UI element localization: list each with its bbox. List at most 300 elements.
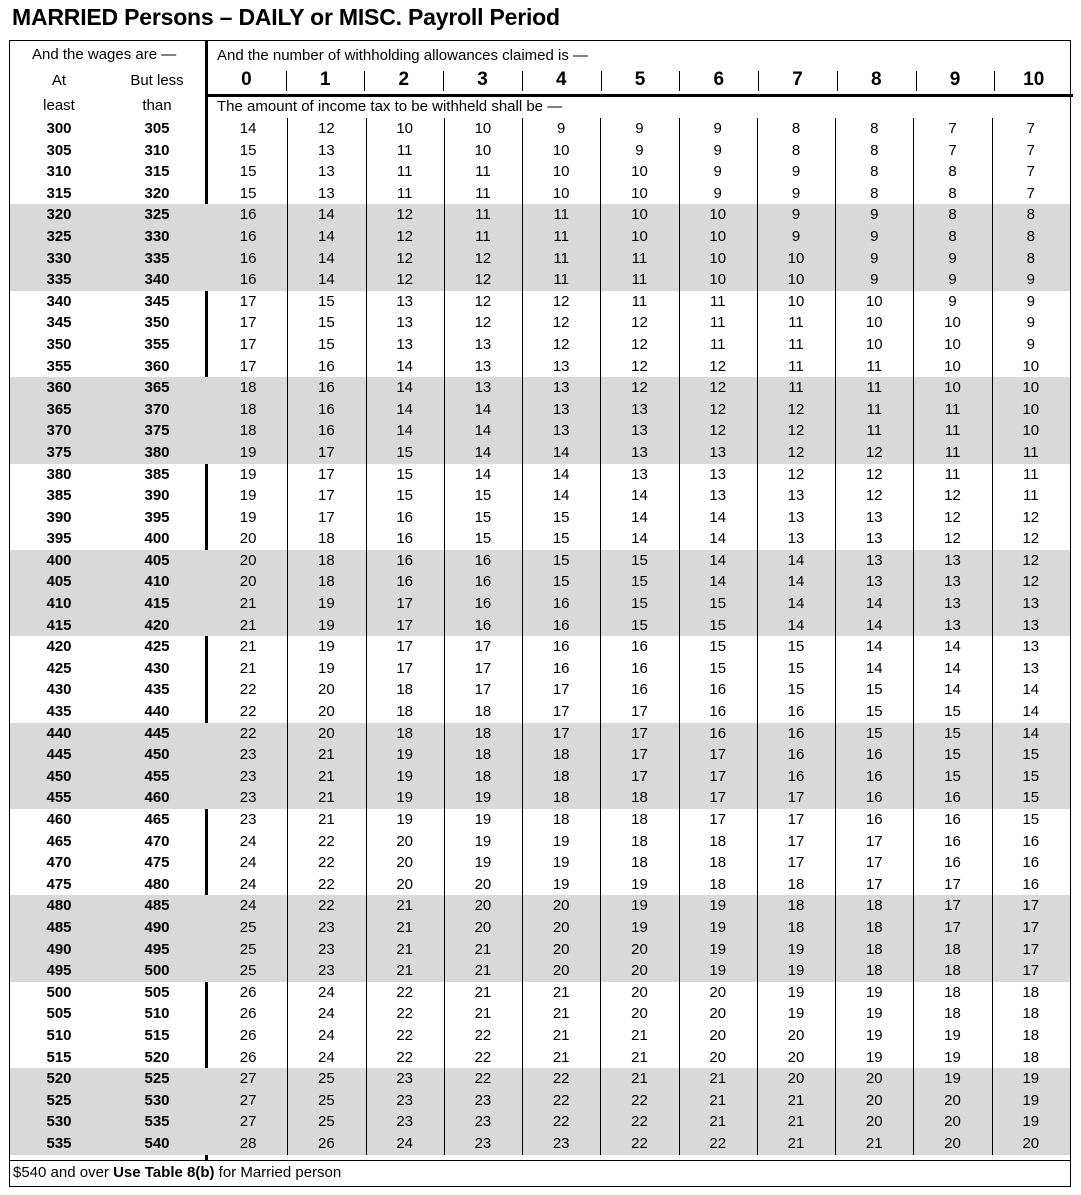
tax-amount: 9 [757, 183, 835, 205]
tax-amount: 26 [239, 1005, 257, 1023]
tax-amount: 13 [522, 356, 600, 378]
tax-amount: 16 [835, 787, 913, 809]
tax-amount: 22 [679, 1133, 757, 1155]
tax-amount: 11 [835, 399, 913, 421]
tax-amount: 14 [679, 550, 757, 572]
tax-amount: 15 [444, 528, 522, 550]
tax-amount: 11 [679, 291, 757, 313]
tax-amount: 16 [835, 766, 913, 788]
tax-amount: 22 [366, 1003, 444, 1025]
tax-amount: 15 [239, 163, 257, 181]
tax-amount: 18 [835, 895, 913, 917]
tax-amount: 17 [287, 507, 365, 529]
tax-amount: 11 [679, 334, 757, 356]
tax-amount: 19 [239, 443, 257, 461]
tax-amount: 12 [679, 377, 757, 399]
wage-but-less-than: 470 [144, 832, 170, 850]
table-row [10, 744, 1070, 766]
tax-amount: 21 [366, 895, 444, 917]
tax-amount: 13 [522, 420, 600, 442]
tax-amount: 13 [522, 399, 600, 421]
tax-amount: 21 [757, 1111, 835, 1133]
allowance-column-header: 2 [364, 68, 443, 92]
tax-amount: 17 [239, 357, 257, 375]
tax-amount: 17 [444, 658, 522, 680]
tax-amount: 15 [913, 744, 991, 766]
wage-at-least: 390 [46, 508, 72, 526]
tax-amount: 14 [522, 464, 600, 486]
tax-amount: 11 [444, 226, 522, 248]
tax-amount: 7 [992, 118, 1070, 140]
tax-amount: 18 [366, 701, 444, 723]
tax-amount: 18 [239, 379, 257, 397]
tax-amount: 16 [992, 852, 1070, 874]
tax-amount: 23 [239, 767, 257, 785]
tax-amount: 22 [522, 1068, 600, 1090]
table-row [10, 248, 1070, 270]
tax-amount: 9 [913, 248, 991, 270]
tax-amount: 12 [444, 291, 522, 313]
tax-amount: 22 [239, 724, 257, 742]
tax-amount: 20 [444, 917, 522, 939]
tax-amount: 21 [600, 1068, 678, 1090]
tax-amount: 21 [287, 809, 365, 831]
tax-amount: 13 [913, 571, 991, 593]
tax-amount: 9 [757, 226, 835, 248]
tax-amount: 18 [835, 917, 913, 939]
tax-amount: 11 [913, 442, 991, 464]
tax-amount: 21 [522, 1025, 600, 1047]
tax-amount: 8 [835, 118, 913, 140]
tax-amount: 21 [600, 1047, 678, 1069]
tax-amount: 8 [835, 140, 913, 162]
wage-but-less-than: 435 [144, 681, 170, 699]
tax-amount: 15 [239, 141, 257, 159]
table-row [10, 701, 1070, 723]
tax-amount: 16 [913, 787, 991, 809]
table-row [10, 528, 1070, 550]
wage-at-least: 305 [46, 141, 72, 159]
wage-but-less-than: 410 [144, 573, 170, 591]
tax-amount: 9 [679, 161, 757, 183]
wage-at-least: 300 [46, 120, 72, 137]
tax-amount: 20 [444, 895, 522, 917]
tax-amount: 17 [444, 636, 522, 658]
tax-amount: 21 [444, 982, 522, 1004]
tax-amount: 17 [287, 464, 365, 486]
tax-amount: 18 [600, 787, 678, 809]
tax-amount: 20 [239, 551, 257, 569]
tax-amount: 10 [522, 161, 600, 183]
tax-amount: 18 [287, 528, 365, 550]
tax-amount: 19 [679, 895, 757, 917]
tax-amount: 18 [913, 1003, 991, 1025]
tax-amount: 16 [366, 507, 444, 529]
table-row [10, 442, 1070, 464]
tax-amount: 16 [992, 831, 1070, 853]
tax-amount: 13 [366, 291, 444, 313]
tax-amount: 21 [287, 766, 365, 788]
tax-amount: 20 [287, 723, 365, 745]
wage-but-less-than: 460 [144, 789, 170, 807]
tax-amount: 11 [366, 140, 444, 162]
tax-amount: 10 [757, 291, 835, 313]
tax-amount: 25 [287, 1090, 365, 1112]
tax-amount: 18 [913, 960, 991, 982]
tax-amount: 21 [366, 960, 444, 982]
wage-at-least: 340 [46, 292, 72, 310]
tax-amount: 15 [600, 593, 678, 615]
tax-amount: 12 [757, 399, 835, 421]
tax-amount: 9 [679, 183, 757, 205]
tax-amount: 15 [287, 291, 365, 313]
tax-amount: 14 [992, 679, 1070, 701]
tax-amount: 11 [679, 312, 757, 334]
tax-amount: 15 [992, 766, 1070, 788]
tax-amount: 10 [600, 226, 678, 248]
tax-amount: 18 [992, 1025, 1070, 1047]
tax-amount: 10 [992, 377, 1070, 399]
tax-amount: 10 [992, 420, 1070, 442]
tax-amount: 19 [835, 982, 913, 1004]
tax-amount: 22 [366, 1047, 444, 1069]
tax-amount: 8 [757, 140, 835, 162]
tax-amount: 14 [522, 485, 600, 507]
wage-at-least: 335 [46, 271, 72, 289]
wage-at-least: 510 [46, 1026, 72, 1044]
tax-amount: 12 [366, 226, 444, 248]
tax-amount: 16 [600, 679, 678, 701]
tax-amount: 12 [444, 248, 522, 270]
tax-amount: 13 [992, 593, 1070, 615]
tax-amount: 17 [366, 658, 444, 680]
tax-amount: 14 [239, 120, 257, 137]
tax-amount: 19 [444, 787, 522, 809]
tax-amount: 18 [992, 982, 1070, 1004]
tax-amount: 9 [679, 140, 757, 162]
tax-amount: 14 [600, 528, 678, 550]
tax-amount: 10 [913, 377, 991, 399]
wage-at-least: 415 [46, 616, 72, 634]
tax-amount: 12 [992, 528, 1070, 550]
wage-at-least: 405 [46, 573, 72, 591]
tax-amount: 21 [757, 1090, 835, 1112]
tax-amount: 11 [757, 334, 835, 356]
table-row [10, 982, 1070, 1004]
tax-amount: 20 [679, 1003, 757, 1025]
wage-but-less-than: 390 [144, 487, 170, 505]
tax-amount: 18 [444, 701, 522, 723]
tax-amount: 26 [239, 1026, 257, 1044]
tax-amount: 9 [835, 204, 913, 226]
tax-amount: 22 [522, 1111, 600, 1133]
tax-amount: 15 [287, 312, 365, 334]
tax-amount: 11 [444, 204, 522, 226]
tax-amount: 13 [835, 507, 913, 529]
allowance-column-header: 7 [758, 68, 837, 92]
tax-amount: 20 [522, 960, 600, 982]
tax-amount: 19 [835, 1025, 913, 1047]
tax-amount: 20 [522, 917, 600, 939]
tax-amount: 16 [757, 701, 835, 723]
tax-amount: 17 [679, 766, 757, 788]
tax-amount: 19 [287, 658, 365, 680]
tax-amount: 19 [239, 487, 257, 505]
table-row [10, 1025, 1070, 1047]
tax-amount: 16 [366, 528, 444, 550]
tax-amount: 14 [287, 269, 365, 291]
tax-amount: 12 [600, 356, 678, 378]
wage-at-least: 530 [46, 1113, 72, 1131]
tax-amount: 21 [835, 1133, 913, 1155]
wage-but-less-than: 445 [144, 724, 170, 742]
tax-amount: 20 [757, 1025, 835, 1047]
tax-amount: 8 [757, 118, 835, 140]
tax-amount: 13 [600, 442, 678, 464]
tax-amount: 17 [757, 809, 835, 831]
wage-at-least: 365 [46, 400, 72, 418]
tax-amount: 12 [992, 571, 1070, 593]
tax-amount: 19 [522, 874, 600, 896]
tax-amount: 20 [913, 1090, 991, 1112]
wage-at-least: 520 [46, 1070, 72, 1088]
table-row [10, 636, 1070, 658]
tax-amount: 15 [444, 507, 522, 529]
tax-amount: 18 [992, 1047, 1070, 1069]
tax-amount: 10 [679, 204, 757, 226]
tax-amount: 12 [444, 269, 522, 291]
tax-amount: 20 [679, 1047, 757, 1069]
wage-at-least: 465 [46, 832, 72, 850]
tax-amount: 13 [444, 377, 522, 399]
table-row [10, 420, 1070, 442]
tax-amount: 10 [600, 204, 678, 226]
tax-amount: 15 [835, 701, 913, 723]
allowance-column-header: 5 [601, 68, 680, 92]
table-row [10, 118, 1070, 140]
wage-but-less-than: 385 [144, 465, 170, 483]
tax-amount: 11 [757, 312, 835, 334]
tax-amount: 24 [287, 982, 365, 1004]
wage-at-least: 395 [46, 530, 72, 548]
tax-amount: 19 [239, 508, 257, 526]
tax-amount: 18 [757, 895, 835, 917]
tax-amount: 21 [366, 917, 444, 939]
tax-amount: 16 [522, 636, 600, 658]
tax-amount: 15 [600, 571, 678, 593]
tax-amount: 7 [913, 140, 991, 162]
tax-amount: 14 [444, 399, 522, 421]
tax-amount: 12 [366, 248, 444, 270]
tax-amount: 17 [757, 787, 835, 809]
tax-amount: 19 [757, 1003, 835, 1025]
tax-amount: 16 [600, 658, 678, 680]
wage-at-least: 400 [46, 551, 72, 569]
tax-amount: 18 [992, 1003, 1070, 1025]
tax-amount: 16 [679, 679, 757, 701]
tax-amount: 12 [522, 334, 600, 356]
tax-amount: 7 [992, 140, 1070, 162]
tax-amount: 12 [600, 334, 678, 356]
tax-amount: 24 [239, 897, 257, 915]
tax-amount: 16 [444, 550, 522, 572]
tax-amount: 17 [757, 852, 835, 874]
tax-amount: 27 [239, 1113, 257, 1131]
table-row [10, 1111, 1070, 1133]
tax-amount: 20 [366, 831, 444, 853]
tax-amount: 13 [600, 464, 678, 486]
tax-amount: 19 [366, 787, 444, 809]
table-row [10, 464, 1070, 486]
tax-amount: 17 [366, 636, 444, 658]
tax-amount: 12 [600, 312, 678, 334]
table-row [10, 960, 1070, 982]
tax-amount: 12 [679, 399, 757, 421]
at-least-header-line2: least [43, 97, 75, 114]
tax-amount: 18 [600, 831, 678, 853]
tax-amount: 20 [444, 874, 522, 896]
tax-amount: 15 [522, 550, 600, 572]
tax-amount: 17 [992, 895, 1070, 917]
wage-but-less-than: 420 [144, 616, 170, 634]
tax-amount: 12 [757, 464, 835, 486]
tax-amount: 20 [366, 874, 444, 896]
tax-amount: 21 [239, 616, 257, 634]
tax-amount: 9 [992, 334, 1070, 356]
tax-amount: 21 [444, 939, 522, 961]
table-row [10, 269, 1070, 291]
wage-at-least: 370 [46, 422, 72, 440]
allowance-column-header: 9 [916, 68, 995, 92]
tax-amount: 10 [757, 248, 835, 270]
wage-at-least: 380 [46, 465, 72, 483]
table-row [10, 550, 1070, 572]
tax-amount: 12 [913, 528, 991, 550]
tax-amount: 10 [600, 161, 678, 183]
tax-amount: 9 [835, 226, 913, 248]
tax-amount: 20 [913, 1133, 991, 1155]
tax-amount: 16 [679, 701, 757, 723]
tax-amount: 23 [444, 1111, 522, 1133]
tax-amount: 8 [992, 226, 1070, 248]
tax-amount: 15 [679, 636, 757, 658]
tax-amount: 14 [366, 420, 444, 442]
but-less-header-line2: than [142, 97, 172, 114]
tax-amount: 16 [600, 636, 678, 658]
tax-amount: 11 [600, 269, 678, 291]
tax-amount: 23 [366, 1090, 444, 1112]
tax-amount: 14 [522, 442, 600, 464]
tax-amount: 12 [679, 420, 757, 442]
tax-amount: 17 [522, 723, 600, 745]
wage-but-less-than: 475 [144, 854, 170, 872]
tax-amount: 20 [835, 1111, 913, 1133]
tax-amount: 13 [913, 615, 991, 637]
table-row [10, 507, 1070, 529]
tax-amount: 17 [522, 679, 600, 701]
tax-amount: 16 [444, 571, 522, 593]
tax-amount: 12 [287, 118, 365, 140]
tax-amount: 15 [600, 550, 678, 572]
tax-amount: 14 [835, 615, 913, 637]
tax-amount: 16 [239, 227, 257, 245]
tax-amount: 15 [679, 593, 757, 615]
tax-amount: 16 [239, 271, 257, 289]
tax-amount: 16 [287, 356, 365, 378]
tax-amount: 15 [913, 701, 991, 723]
header-divider [207, 94, 1073, 97]
tax-amount: 17 [757, 831, 835, 853]
tax-amount: 13 [757, 528, 835, 550]
tax-amount: 19 [444, 809, 522, 831]
page-title: MARRIED Persons – DAILY or MISC. Payroll Period [12, 4, 560, 30]
tax-amount: 16 [287, 420, 365, 442]
tax-amount: 13 [992, 615, 1070, 637]
tax-amount: 22 [287, 874, 365, 896]
wage-but-less-than: 320 [144, 184, 170, 202]
wage-at-least: 460 [46, 811, 72, 828]
tax-amount: 10 [913, 334, 991, 356]
tax-amount: 10 [992, 356, 1070, 378]
but-less-header-line1: But less [130, 72, 184, 89]
tax-amount: 23 [239, 746, 257, 764]
tax-amount: 15 [522, 571, 600, 593]
wage-at-least: 355 [46, 357, 72, 375]
tax-amount: 13 [835, 550, 913, 572]
tax-amount: 21 [444, 1003, 522, 1025]
tax-amount: 27 [239, 1091, 257, 1109]
tax-amount: 17 [366, 593, 444, 615]
tax-amount: 18 [757, 917, 835, 939]
tax-amount: 17 [287, 442, 365, 464]
tax-amount: 20 [835, 1090, 913, 1112]
tax-amount: 11 [757, 356, 835, 378]
tax-amount: 18 [366, 679, 444, 701]
tax-amount: 27 [239, 1070, 257, 1088]
tax-amount: 11 [913, 464, 991, 486]
tax-amount: 16 [522, 593, 600, 615]
tax-amount: 21 [679, 1111, 757, 1133]
tax-amount: 18 [600, 852, 678, 874]
table-row [10, 874, 1070, 896]
tax-amount: 14 [757, 550, 835, 572]
tax-amount: 23 [287, 939, 365, 961]
tax-amount: 18 [835, 960, 913, 982]
tax-amount: 15 [366, 485, 444, 507]
tax-amount: 22 [239, 681, 257, 699]
tax-amount: 11 [522, 248, 600, 270]
tax-amount: 22 [444, 1068, 522, 1090]
tax-amount: 15 [522, 528, 600, 550]
tax-amount: 19 [287, 615, 365, 637]
wage-at-least: 435 [46, 703, 72, 721]
tax-amount: 12 [835, 464, 913, 486]
table-row [10, 852, 1070, 874]
wage-at-least: 425 [46, 659, 72, 677]
tax-amount: 14 [679, 571, 757, 593]
tax-amount: 15 [600, 615, 678, 637]
tax-amount: 11 [835, 377, 913, 399]
tax-amount: 14 [600, 485, 678, 507]
wage-at-least: 360 [46, 379, 72, 397]
tax-amount: 23 [444, 1133, 522, 1155]
wage-but-less-than: 450 [144, 746, 170, 764]
tax-amount: 10 [757, 269, 835, 291]
tax-amount: 16 [913, 809, 991, 831]
wage-but-less-than: 500 [144, 962, 170, 980]
table-row [10, 226, 1070, 248]
tax-amount: 18 [600, 809, 678, 831]
